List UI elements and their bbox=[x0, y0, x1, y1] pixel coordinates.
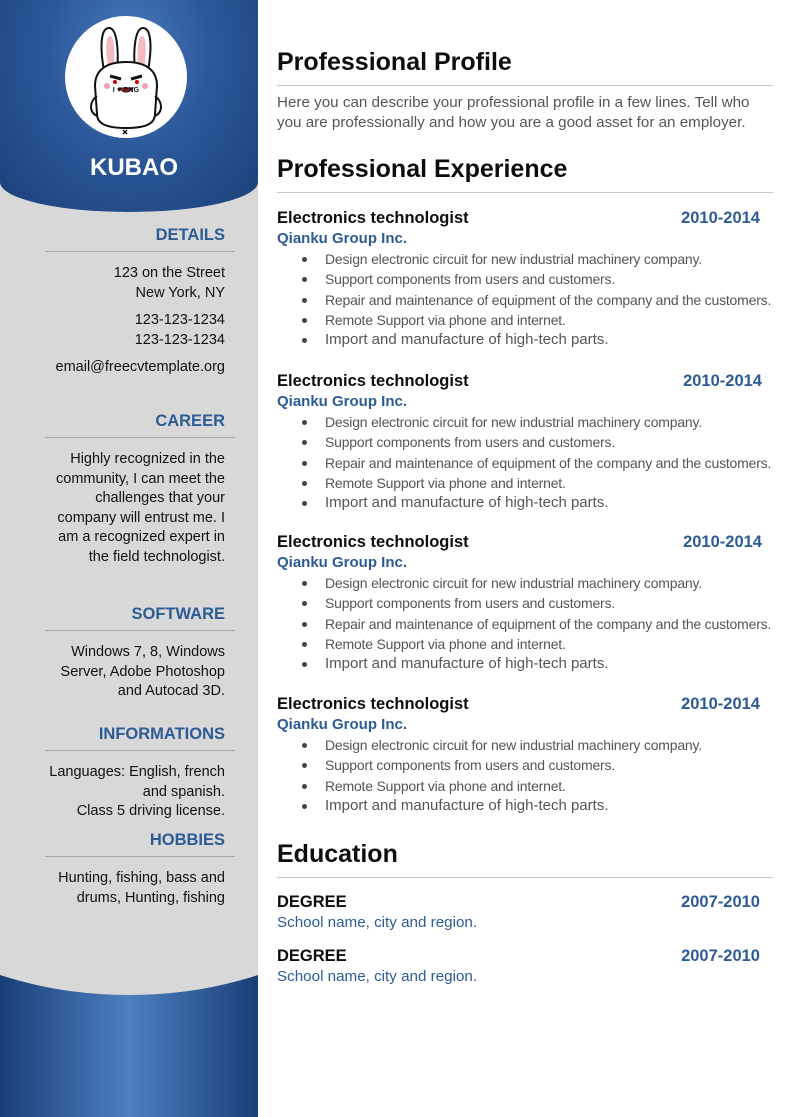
software-section bbox=[45, 605, 235, 702]
sidebar bbox=[0, 0, 258, 1117]
job-entry bbox=[277, 533, 773, 674]
phone-2: 123-123-1234 bbox=[134, 331, 225, 348]
job-bullet: Support components from users and customers. bbox=[300, 593, 773, 613]
languages-text: Languages: English, french and spanish. bbox=[49, 764, 225, 800]
job-entry bbox=[277, 695, 773, 816]
education-date: 2007-2010 bbox=[681, 947, 760, 965]
license-text: Class 5 driving license. bbox=[76, 803, 225, 819]
job-title: Electronics technologist bbox=[277, 372, 469, 390]
software-text: Windows 7, 8, Windows Server, Adobe Photoshop and Autocad 3D. bbox=[60, 644, 225, 699]
job-bullet: Import and manufacture of high-tech parts. bbox=[300, 330, 773, 350]
informations-heading: INFORMATIONS bbox=[45, 725, 235, 751]
job-bullet: Import and manufacture of high-tech parts. bbox=[300, 493, 773, 513]
job-date: 2010-2014 bbox=[681, 209, 760, 227]
main-content bbox=[277, 0, 773, 1117]
job-bullet: Support components from users and customers. bbox=[300, 755, 773, 775]
software-heading: SOFTWARE bbox=[45, 605, 235, 631]
job-bullet: Repair and maintenance of equipment of the company and the customers. bbox=[300, 614, 773, 634]
career-text: Highly recognized in the community, I can meet the challenges that your company will entrust me. I am a recognized expert in the field technologist. bbox=[56, 451, 225, 565]
job-company: Qianku Group Inc. bbox=[277, 716, 408, 733]
education-school: School name, city and region. bbox=[277, 968, 478, 985]
job-bullets bbox=[300, 249, 773, 350]
job-bullets bbox=[300, 412, 773, 513]
job-bullet: Repair and maintenance of equipment of the company and the customers. bbox=[300, 453, 773, 473]
job-bullets bbox=[300, 573, 773, 674]
job-bullet: Support components from users and customers. bbox=[300, 432, 773, 452]
job-entry bbox=[277, 209, 773, 350]
hobbies-text: Hunting, fishing, bass and drums, Hunting, fishing bbox=[58, 870, 225, 906]
job-company: Qianku Group Inc. bbox=[277, 393, 408, 410]
education-entry bbox=[277, 893, 773, 933]
job-title: Electronics technologist bbox=[277, 695, 469, 713]
experience-heading: Professional Experience bbox=[277, 155, 773, 193]
informations-section bbox=[45, 725, 235, 822]
job-bullet: Remote Support via phone and internet. bbox=[300, 473, 773, 493]
education-degree: DEGREE bbox=[277, 947, 347, 965]
career-heading: CAREER bbox=[45, 412, 235, 438]
address-line-2: New York, NY bbox=[135, 284, 225, 301]
job-bullet: Remote Support via phone and internet. bbox=[300, 776, 773, 796]
education-school: School name, city and region. bbox=[277, 914, 478, 931]
education-entry bbox=[277, 947, 773, 987]
sidebar-header bbox=[0, 0, 258, 212]
education-date: 2007-2010 bbox=[681, 893, 760, 911]
details-section bbox=[45, 226, 235, 378]
job-company: Qianku Group Inc. bbox=[277, 554, 408, 571]
hobbies-section bbox=[45, 831, 235, 908]
job-bullet: Design electronic circuit for new industrial machinery company. bbox=[300, 412, 773, 432]
job-entry bbox=[277, 372, 773, 513]
job-date: 2010-2014 bbox=[683, 372, 762, 390]
career-section bbox=[45, 412, 235, 567]
job-date: 2010-2014 bbox=[681, 695, 760, 713]
job-bullet: Import and manufacture of high-tech parts. bbox=[300, 796, 773, 816]
hobbies-heading: HOBBIES bbox=[45, 831, 235, 857]
job-bullet: Support components from users and customers. bbox=[300, 269, 773, 289]
bunny-mascot-icon bbox=[65, 16, 187, 138]
job-date: 2010-2014 bbox=[683, 533, 762, 551]
job-company: Qianku Group Inc. bbox=[277, 230, 408, 247]
job-title: Electronics technologist bbox=[277, 209, 469, 227]
education-heading: Education bbox=[277, 840, 773, 878]
job-bullet: Design electronic circuit for new industrial machinery company. bbox=[300, 735, 773, 755]
profile-heading: Professional Profile bbox=[277, 48, 773, 86]
address-line-1: 123 on the Street bbox=[113, 265, 225, 281]
candidate-name: KUBAO bbox=[90, 154, 178, 181]
phone-1: 123-123-1234 bbox=[134, 312, 225, 328]
job-bullet: Repair and maintenance of equipment of the company and the customers. bbox=[300, 290, 773, 310]
job-bullet: Remote Support via phone and internet. bbox=[300, 310, 773, 330]
job-bullet: Remote Support via phone and internet. bbox=[300, 634, 773, 654]
avatar-logo-text: I ♥ PNG bbox=[112, 87, 140, 94]
job-bullet: Import and manufacture of high-tech parts. bbox=[300, 654, 773, 674]
email: email@freecvtemplate.org bbox=[55, 359, 225, 375]
details-heading: DETAILS bbox=[45, 226, 235, 252]
job-bullet: Design electronic circuit for new industrial machinery company. bbox=[300, 249, 773, 269]
avatar bbox=[65, 16, 187, 138]
education-degree: DEGREE bbox=[277, 893, 347, 911]
job-title: Electronics technologist bbox=[277, 533, 469, 551]
job-bullet: Design electronic circuit for new industrial machinery company. bbox=[300, 573, 773, 593]
profile-text: Here you can describe your professional profile in a few lines. Tell who you are professionally and how you are a good asset for an employer. bbox=[277, 94, 750, 131]
job-bullets bbox=[300, 735, 773, 816]
